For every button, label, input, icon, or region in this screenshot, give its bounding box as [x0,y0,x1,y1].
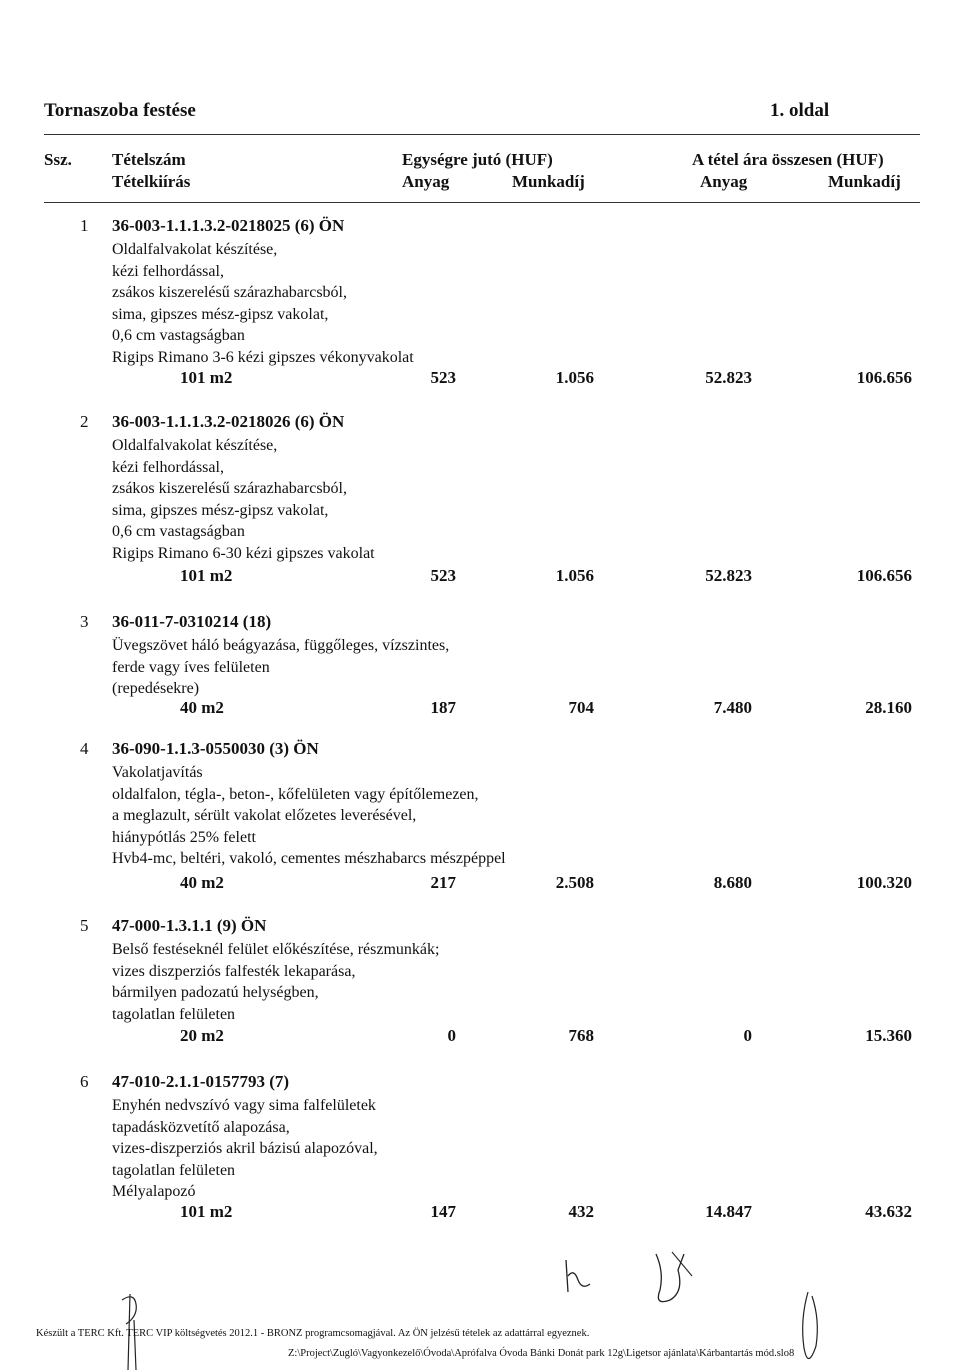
unit-material-price: 0 [447,1026,456,1045]
header-rule [44,134,920,135]
col-tetelkiiras: Tételkiírás [112,172,191,191]
item-description [112,1095,378,1203]
col-ssz: Ssz. [44,150,72,169]
item-code: 47-000-1.3.1.1 (9) ÖN [112,916,267,935]
description-line: zsákos kiszerelésű szárazhabarcsból, [112,284,347,302]
item-values [0,566,960,588]
item-number: 5 [80,916,89,935]
column-header-rule [44,202,920,203]
item-number: 1 [80,216,89,235]
description-line: Belső festéseknél felület előkészítése, részmunkák; [112,941,440,958]
item-code: 36-011-7-0310214 (18) [112,612,272,631]
col-anyag-total: Anyag [700,172,748,191]
item-description [112,939,439,1025]
footer-credit: Készült a TERC Kft. TERC VIP költségvetés 2012.1 - BRONZ programcsomagjával. Az ÖN jelzésű tételek az adattárral egyeznek. [36,1328,590,1339]
item-number: 2 [80,412,89,431]
unit-labor-price: 432 [568,1202,594,1221]
item-number: 4 [80,739,89,758]
description-line: Oldalfalvakolat készítése, [112,241,278,258]
description-line: vizes diszperziós falfesték lekaparása, [112,962,356,980]
total-material-price: 14.847 [705,1202,752,1221]
document-title: Tornaszoba festése [44,100,196,121]
item-code: 36-090-1.1.3-0550030 (3) ÖN [112,739,319,758]
item-quantity: 20 m2 [180,1026,224,1045]
total-material-price: 8.680 [713,873,752,892]
description-line: sima, gipszes mész-gipsz vakolat, [112,501,329,519]
item-number: 3 [80,612,89,631]
item-number: 6 [80,1072,89,1091]
description-line: (repedésekre) [112,680,200,698]
item-values [0,368,960,390]
unit-material-price: 523 [430,368,456,387]
unit-material-price: 217 [430,873,456,892]
unit-labor-price: 768 [568,1026,594,1045]
description-line: Oldalfalvakolat készítése, [112,437,278,454]
total-material-price: 52.823 [705,566,752,585]
item-quantity: 40 m2 [180,873,224,892]
description-line: Hvb4-mc, beltéri, vakoló, cementes mészhabarcs mészpéppel [112,850,506,868]
total-material-price: 7.480 [713,698,752,717]
description-line: oldalfalon, tégla-, beton-, kőfelületen vagy építőlemezen, [112,785,479,803]
total-material-price: 52.823 [705,368,752,387]
item-code: 36-003-1.1.1.3.2-0218026 (6) ÖN [112,412,345,431]
description-line: kézi felhordással, [112,262,224,280]
description-line: tapadásközvetítő alapozása, [112,1118,290,1136]
description-line: tagolatlan felületen [112,1161,236,1179]
description-line: 0,6 cm vastagságban [112,327,245,345]
unit-material-price: 147 [430,1202,456,1221]
total-labor-price: 15.360 [865,1026,912,1045]
unit-labor-price: 1.056 [555,368,594,387]
item-values [0,1026,960,1048]
description-line: Vakolatjavítás [112,764,203,781]
col-anyag-unit: Anyag [402,172,450,191]
description-line: bármilyen padozatú helységben, [112,984,319,1002]
description-line: a meglazult, sérült vakolat előzetes leverésével, [112,807,417,825]
total-labor-price: 43.632 [865,1202,912,1221]
handwritten-signature [560,1250,700,1310]
footer-file-path: Z:\Project\Zugló\Vagyonkezelő\Óvoda\Aprófalva Óvoda Bánki Donát park 12g\Ligetsor ajánlata\Kárbantartás mód.slo8 [288,1348,795,1359]
description-line: Enyhén nedvszívó vagy sima falfelületek [112,1097,376,1114]
total-labor-price: 100.320 [856,873,912,892]
item-code: 47-010-2.1.1-0157793 (7) [112,1072,290,1091]
description-line: Üvegszövet háló beágyazása, függőleges, vízszintes, [112,637,450,654]
description-line: Rigips Rimano 6-30 kézi gipszes vakolat [112,544,375,562]
unit-material-price: 187 [430,698,456,717]
col-osszesen: A tétel ára összesen (HUF) [692,150,884,169]
item-values [0,873,960,895]
page-number: 1. oldal [770,100,830,121]
item-description [112,762,506,870]
unit-material-price: 523 [430,566,456,585]
item-values [0,698,960,720]
description-line: tagolatlan felületen [112,1005,236,1023]
item-values [0,1202,960,1224]
description-line: hiánypótlás 25% felett [112,828,256,846]
unit-labor-price: 1.056 [555,566,594,585]
unit-labor-price: 704 [568,698,594,717]
col-egysegre: Egységre jutó (HUF) [402,150,553,169]
description-line: kézi felhordással, [112,458,224,476]
item-quantity: 40 m2 [180,698,224,717]
description-line: vizes-diszperziós akril bázisú alapozóval, [112,1140,378,1158]
description-line: Rigips Rimano 3-6 kézi gipszes vékonyvakolat [112,348,414,366]
item-code: 36-003-1.1.1.3.2-0218025 (6) ÖN [112,216,345,235]
item-quantity: 101 m2 [180,566,233,585]
col-munkadij-unit: Munkadíj [512,172,585,191]
total-labor-price: 106.656 [856,368,912,387]
item-description [112,635,449,700]
total-material-price: 0 [743,1026,752,1045]
description-line: zsákos kiszerelésű szárazhabarcsból, [112,480,347,498]
description-line: sima, gipszes mész-gipsz vakolat, [112,305,329,323]
description-line: ferde vagy íves felületen [112,658,270,676]
description-line: 0,6 cm vastagságban [112,523,245,541]
col-tetelszam: Tételszám [112,150,186,169]
total-labor-price: 28.160 [865,698,912,717]
handwritten-signature [790,1290,830,1372]
item-description [112,239,414,369]
item-quantity: 101 m2 [180,368,233,387]
unit-labor-price: 2.508 [555,873,594,892]
total-labor-price: 106.656 [856,566,912,585]
col-munkadij-total: Munkadíj [828,172,901,191]
item-description [112,435,375,565]
item-quantity: 101 m2 [180,1202,233,1221]
description-line: Mélyalapozó [112,1183,196,1201]
